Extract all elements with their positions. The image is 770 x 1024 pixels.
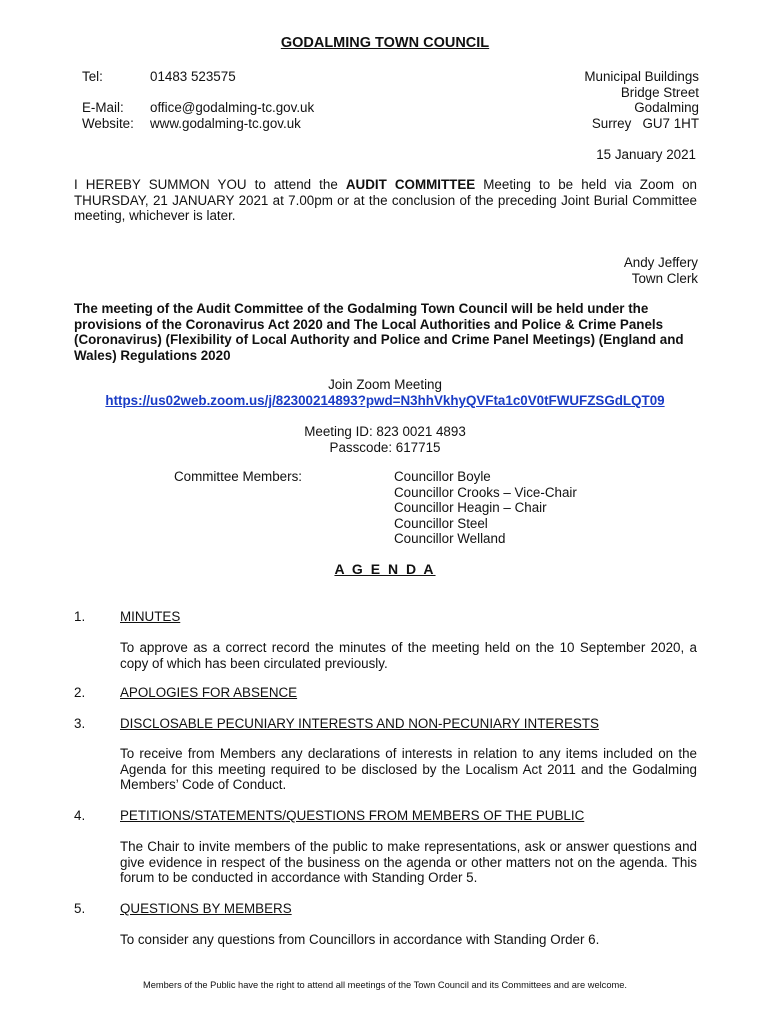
letter-date: 15 January 2021 [596,147,696,162]
address-block [584,69,699,131]
agenda-item-number: 4. [74,808,86,823]
summons-paragraph [74,177,697,224]
committee-label: Committee Members: [174,469,302,484]
agenda-item-body: To approve as a correct record the minutes of the meeting held on the 10 September 2020, a copy of which has been circulated previously. [120,640,697,671]
document-title: GODALMING TOWN COUNCIL [280,35,490,51]
agenda-item-body: The Chair to invite members of the public to make representations, ask or answer questions and give evidence in respect of the business on the agenda or other matters not on the agenda. This forum to be conducted in accordance with Standing Order 5. [120,839,697,885]
tel-label: Tel: [82,69,103,84]
zoom-label: Join Zoom Meeting [328,377,442,392]
address-line: Bridge Street [620,84,699,100]
signature-block [624,255,698,286]
agenda-item-number: 2. [74,685,86,700]
tel-row [82,69,314,85]
agenda-item-body: To receive from Members any declarations of interests in relation to any items included on the Agenda for this meeting required to be disclosed by the Localism Act 2011 and the Godalming Members’ Code of Conduct. [120,746,697,792]
zoom-link[interactable]: https://us02web.zoom.us/j/82300214893?pwd=N3hhVkhyQVFta1c0V0tFWUFZSGdLQT09 [105,393,665,408]
website-row [82,116,314,132]
member-item: Councillor Boyle [394,469,491,484]
address-line: Surrey GU7 1HT [591,115,699,131]
clerk-role: Town Clerk [631,270,698,286]
address-line: Municipal Buildings [584,69,699,84]
agenda-heading: A G E N D A [334,561,436,577]
email-label: E-Mail: [82,100,124,115]
member-item: Councillor Crooks – Vice-Chair [394,484,577,500]
address-line: Godalming [634,100,699,115]
contact-details [82,69,314,131]
agenda-item-title: APOLOGIES FOR ABSENCE [120,685,298,700]
clerk-name: Andy Jeffery [623,255,698,270]
summons-pre: I HEREBY SUMMON YOU to attend the [74,177,346,192]
agenda-item-number: 3. [74,716,86,731]
meeting-credentials [0,424,770,455]
legal-statement: The meeting of the Audit Committee of the Godalming Town Council will be held under the provisions of the Coronavirus Act 2020 and The Local Authorities and Police & Crime Panels (Coronavirus) (Flexibility of Local Authority and Police and Crime Panel Meetings) (England and Wales) Regulations 2020 [74,301,684,363]
website-label: Website: [82,115,134,131]
agenda-item-number: 1. [74,609,86,624]
footer-note: Members of the Public have the right to attend all meetings of the Town Council and its Committees and are welcome. [142,980,628,990]
agenda-item-number: 5. [74,901,86,916]
email-row [82,100,314,116]
member-item: Councillor Welland [394,531,506,546]
meeting-id: Meeting ID: 823 0021 4893 [304,424,466,439]
summons-post: Meeting to be held via Zoom on THURSDAY, 21 JANUARY 2021 at 7.00pm or at the conclusion of the preceding Joint Burial Committee meeting, whichever is later. [74,177,697,223]
member-item: Councillor Steel [394,515,488,531]
member-item: Councillor Heagin – Chair [394,500,547,515]
agenda-item-title: MINUTES [120,609,181,624]
website-value[interactable]: www.godalming-tc.gov.uk [150,115,301,131]
email-value[interactable]: office@godalming-tc.gov.uk [150,100,315,115]
agenda-item-body: To consider any questions from Councillors in accordance with Standing Order 6. [120,932,600,947]
committee-members-list [394,469,577,547]
tel-value: 01483 523575 [150,69,236,84]
agenda-item-title: PETITIONS/STATEMENTS/QUESTIONS FROM MEMBERS OF THE PUBLIC [120,808,585,823]
agenda-item-title: DISCLOSABLE PECUNIARY INTERESTS AND NON-PECUNIARY INTERESTS [120,716,599,731]
committee-name: AUDIT COMMITTEE [345,177,476,192]
passcode: Passcode: 617715 [329,439,441,455]
agenda-item-title: QUESTIONS BY MEMBERS [120,901,292,916]
